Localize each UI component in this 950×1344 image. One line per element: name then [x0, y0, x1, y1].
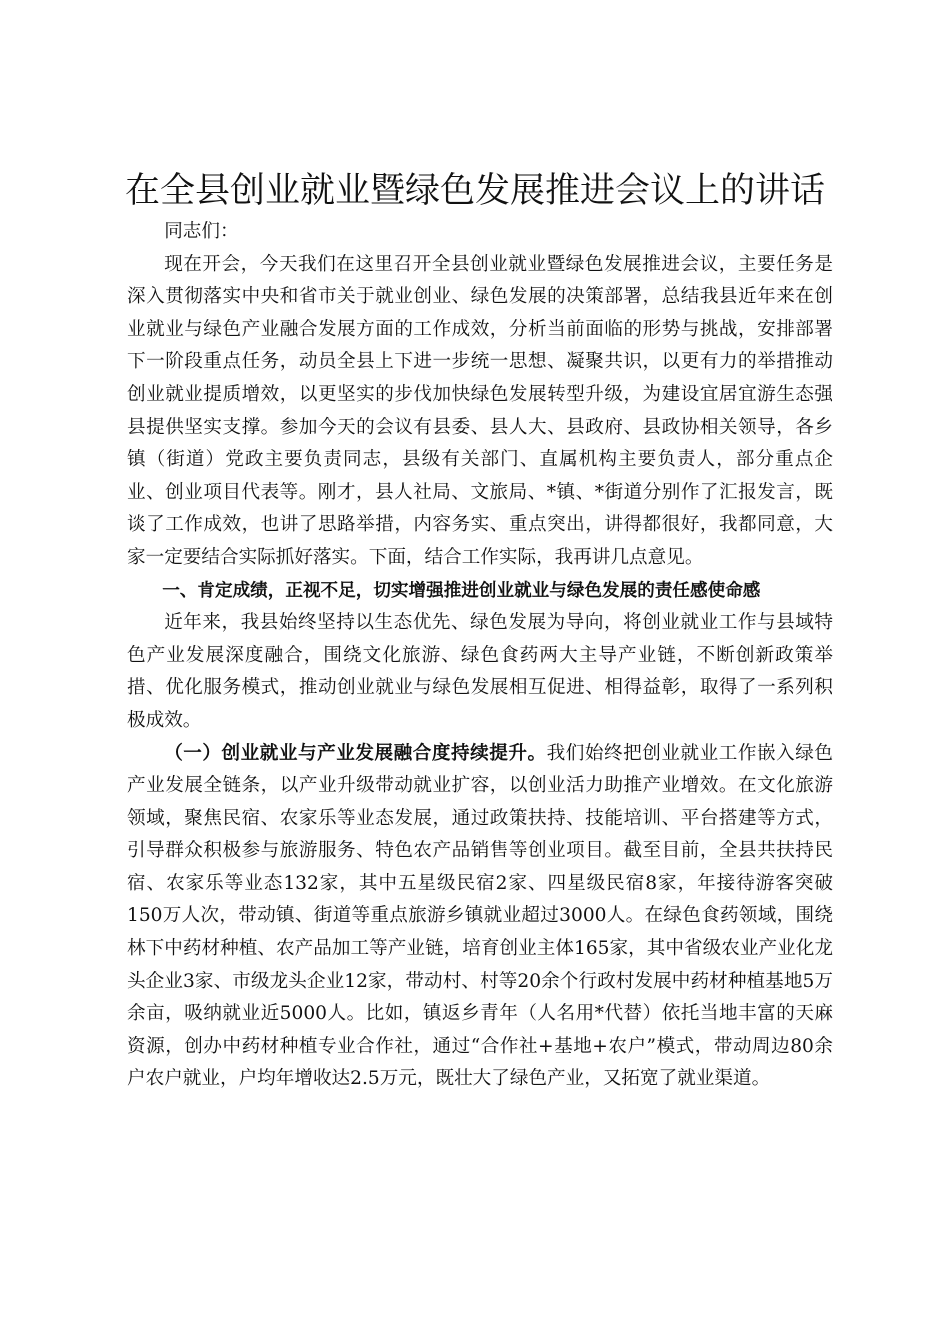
intro-paragraph: 现在开会，今天我们在这里召开全县创业就业暨绿色发展推进会议，主要任务是深入贯彻落实中央和省市关于就业创业、绿色发展的决策部署，总结我县近年来在创业就业与绿色产业融合发展方面的工作成效，分析当前面临的形势与挑战，安排部署下一阶段重点任务，动员全县上下进一步统一思想、凝聚共识，以更有力的举措推动创业就业提质增效，以更坚实的步伐加快绿色发展转型升级，为建设宜居宜游生态强县提供坚实支撑。参加今天的会议有县委、县人大、县政府、县政协相关领导，各乡镇（街道）党政主要负责同志，县级有关部门、直属机构主要负责人，部分重点企业、创业项目代表等。刚才，县人社局、文旅局、*镇、*街道分别作了汇报发言，既谈了工作成效，也讲了思路举措，内容务实、重点突出，讲得都很好，我都同意，大家一定要结合实际抓好落实。下面，结合工作实际，我再讲几点意见。	[127, 253, 833, 568]
document-title: 在全县创业就业暨绿色发展推进会议上的讲话	[124, 171, 825, 211]
section-intro-paragraph: 近年来，我县始终坚持以生态优先、绿色发展为导向，将创业就业工作与县域特色产业发展深度融合，围绕文化旅游、绿色食药两大主导产业链，不断创新政策举措、优化服务模式，推动创业就业与绿色发展相互促进、相得益彰，取得了一系列积极成效。	[127, 612, 833, 731]
document-body	[127, 216, 833, 1096]
section-heading: 一、肯定成绩，正视不足，切实增强推进创业就业与绿色发展的责任感使命感	[162, 579, 761, 601]
salutation: 同志们：	[164, 221, 239, 242]
subsection-paragraph	[127, 738, 833, 1097]
subsection-text: 我们始终把创业就业工作嵌入绿色产业发展全链条，以产业升级带动就业扩容，以创业活力助推产业增效。在文化旅游领域，聚焦民宿、农家乐等业态发展，通过政策扶持、技能培训、平台搭建等方式，引导群众积极参与旅游服务、特色农产品销售等创业项目。截至目前，全县共扶持民宿、农家乐等业态132家，其中五星级民宿2家、四星级民宿8家，年接待游客突破150万人次，带动镇、街道等重点旅游乡镇就业超过3000人。在绿色食药领域，围绕林下中药材种植、农产品加工等产业链，培育创业主体165家，其中省级农业产业化龙头企业3家、市级龙头企业12家，带动村、村等20余个行政村发展中药材种植基地5万余亩，吸纳就业近5000人。比如，镇返乡青年（人名用*代替）依托当地丰富的天麻资源，创办中药材种植专业合作社，通过“合作社+基地+农户”模式，带动周边80余户农户就业，户均年增收达2.5万元，既壮大了绿色产业，又拓宽了就业渠道。	[127, 742, 833, 1090]
subsection-heading: （一）创业就业与产业发展融合度持续提升。	[164, 742, 547, 764]
